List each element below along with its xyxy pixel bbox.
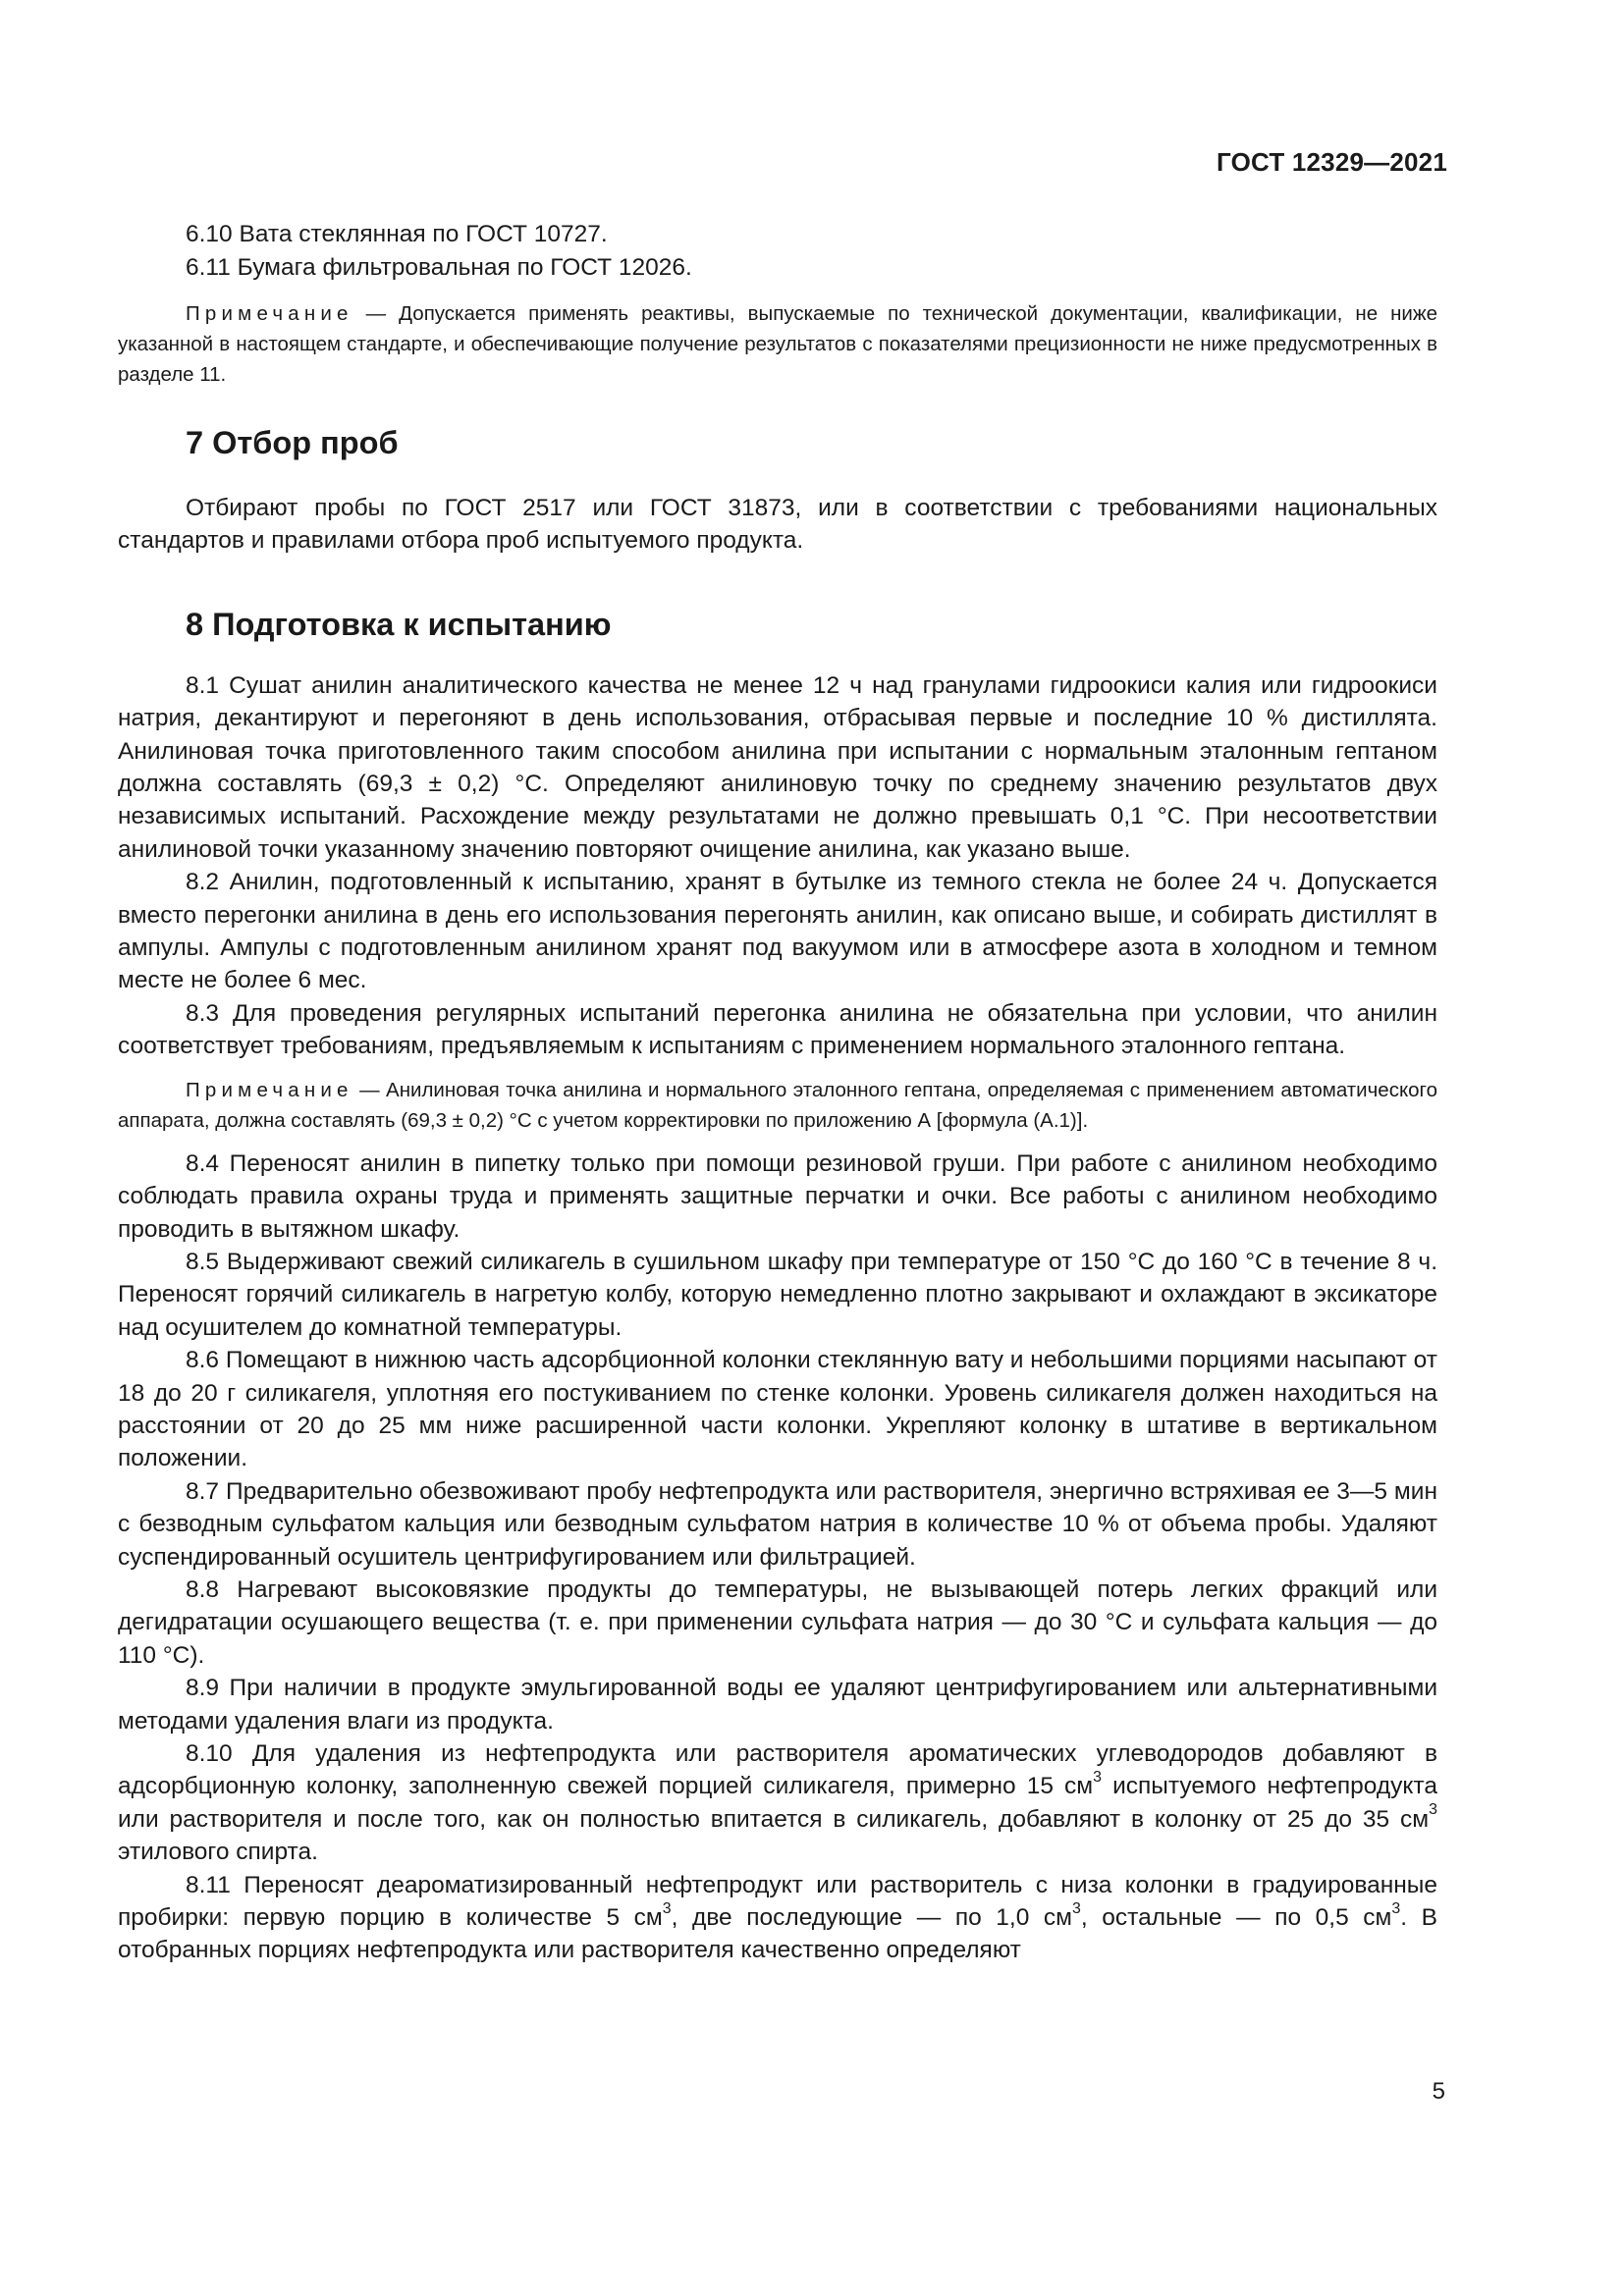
section-7-title: 7 Отбор проб [186,425,399,460]
paragraph-8-2: 8.2 Анилин, подготовленный к испытанию, хранят в бутылке из темного стекла не более 24 ч. Допускается вместо перегонки анилина в день его использования перегонять анилин, как описано выше, и собирать дистиллят в ампулы. Ампулы с подготовленным анилином хранят под вакуумом или в атмосфере азота в холодном и темном месте не более 6 мес. [118,869,1437,994]
paragraph-8-11-part: 8.11 Переносят деароматизированный нефтепродукт или растворитель с низа колонки в градуированные пробирки: первую порцию в количестве 5 см [118,1871,1437,1932]
paragraph-8-11-part: , остальные — по 0,5 см [1080,1904,1392,1932]
paragraph-8-4: 8.4 Переносят анилин в пипетку только при помощи резиновой груши. При работе с анилином необходимо соблюдать правила охраны труда и применять защитные перчатки и очки. Все работы с анилином необходимо проводить в вытяжном шкафу. [118,1149,1437,1243]
paragraph-8-6: 8.6 Помещают в нижнюю часть адсорбционной колонки стеклянную вату и небольшими порциями насыпают от 18 до 20 г силикагеля, уплотняя его постукиванием по стенке колонки. Уровень силикагеля должен находиться на расстоянии от 20 до 25 мм ниже расширенной части колонки. Укрепляют колонку в штативе в вертикальном положении. [118,1347,1437,1472]
page-content [118,218,1437,1967]
note-paragraph [118,298,1437,390]
document-code: ГОСТ 12329—2021 [1217,147,1447,177]
list-item-6-11: 6.11 Бумага фильтровальная по ГОСТ 12026. [186,254,692,281]
paragraph-8-11-part: . В отобранных порциях нефтепродукта или растворителя качественно определяют [118,1904,1437,1964]
paragraph-8-5: 8.5 Выдерживают свежий силикагель в сушильном шкафу при температуре от 150 °С до 160 °С в течение 8 ч. Переносят горячий силикагель в нагретую колбу, которую немедленно плотно закрывают и охлаждают в эксикаторе над осушителем до комнатной температуры. [118,1248,1437,1341]
paragraph-8-3: 8.3 Для проведения регулярных испытаний перегонка анилина не обязательна при условии, что анилин соответствует требованиям, предъявляемым к испытаниям с применением нормального эталонного гептана. [118,999,1437,1060]
superscript: 3 [1093,1769,1103,1787]
paragraph-8-10-part: 8.10 Для удаления из нефтепродукта или растворителя ароматических углеводородов добавляют в адсорбционную колонку, заполненную свежей порцией силикагеля, примерно 15 см [118,1740,1437,1800]
paragraph-8-10-part: этилового спирта. [118,1839,318,1866]
superscript: 3 [1391,1899,1401,1917]
section-8-title: 8 Подготовка к испытанию [186,606,612,642]
note-text: — Допускается применять реактивы, выпускаемые по технической документации, квалификации, не ниже указанной в настоящем стандарте, и обеспечивающие получение результатов с показателями прецизионности не ниже предусмотренных в разделе 11. [118,302,1437,386]
note-label-2: Примечание [186,1078,353,1101]
page-number: 5 [1432,2078,1445,2105]
paragraph-8-10 [118,1737,1437,1869]
superscript: 3 [1072,1899,1081,1917]
paragraph-8-10-part: испытуемого нефтепродукта или растворителя и после того, как он полностью впитается в силикагель, добавляют в колонку от 25 до 35 см [118,1773,1437,1833]
paragraph-8-1: 8.1 Сушат анилин аналитического качества не менее 12 ч над гранулами гидроокиси калия или гидроокиси натрия, декантируют и перегоняют в день использования, отбрасывая первые и последние 10 % дистиллята. Анилиновая точка приготовленного таким способом анилина при испытании с нормальным эталонным гептаном должна составлять (69,3 ± 0,2) °С. Определяют анилиновую точку по среднему значению результатов двух независимых испытаний. Расхождение между результатами не должно превышать 0,1 °С. При несоответствии анилиновой точки указанному значению повторяют очищение анилина, как указано выше. [118,671,1437,863]
paragraph-8-7: 8.7 Предварительно обезвоживают пробу нефтепродукта или растворителя, энергично встряхивая ее 3—5 мин с безводным сульфатом кальция или безводным сульфатом натрия в количестве 10 % от объема пробы. Удаляют суспендированный осушитель центрифугированием или фильтрацией. [118,1477,1437,1571]
note-label: Примечание [186,302,353,325]
paragraph-8-11 [118,1869,1437,1967]
paragraph-8-9: 8.9 При наличии в продукте эмульгированной воды ее удаляют центрифугированием или альтернативными методами удаления влаги из продукта. [118,1675,1437,1735]
superscript: 3 [1429,1801,1437,1819]
paragraph-8-11-part: , две последующие — по 1,0 см [671,1904,1073,1932]
paragraph-8-8: 8.8 Нагревают высоковязкие продукты до температуры, не вызывающей потерь легких фракций или дегидратации осушающего вещества (т. е. при применении сульфата натрия — до 30 °С и сульфата кальция — до 110 °С). [118,1575,1437,1669]
list-item-6-10: 6.10 Вата стеклянная по ГОСТ 10727. [186,221,608,247]
note-paragraph-2 [118,1075,1437,1136]
superscript: 3 [662,1899,672,1917]
section-7-paragraph: Отбирают пробы по ГОСТ 2517 или ГОСТ 31873, или в соответствии с требованиями национальных стандартов и правилами отбора проб испытуемого продукта. [118,495,1437,555]
note-text-2: — Анилиновая точка анилина и нормального эталонного гептана, определяемая с применением автоматического аппарата, должна составлять (69,3 ± 0,2) °С с учетом корректировки по приложению А [формула (А.1)]. [118,1078,1437,1132]
